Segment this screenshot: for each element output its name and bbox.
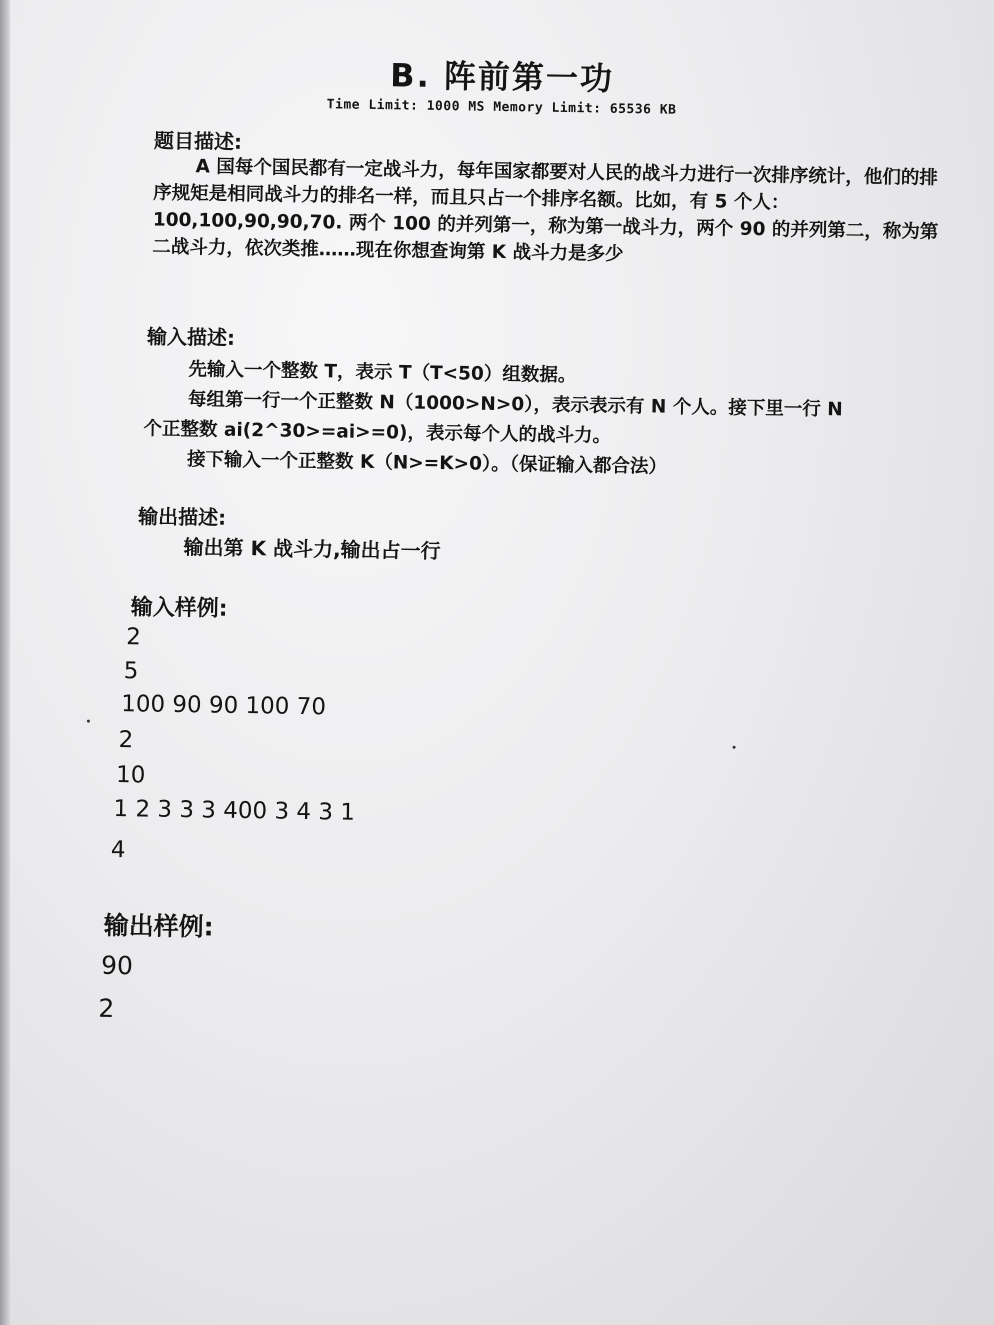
problem-limits: Time Limit: 1000 MS Memory Limit: 65536 KB: [326, 97, 677, 118]
output-heading: 输出描述:: [137, 504, 227, 530]
output-line: 输出第 K 战斗力,输出占一行: [183, 535, 441, 564]
input-line-1: 先输入一个整数 T，表示 T（T<50）组数据。: [188, 359, 577, 387]
description-text: A 国每个国民都有一定战斗力，每年国家都要对人民的战斗力进行一次排序统计，他们的排序规矩是相同战斗力的排名一样，而且只占一个排序名额。比如，有 5 个人：100,100,90,90,70. 两个 100 的并列第一，称为第一战斗力，两个 90 的并列第二，称为第二战斗力，依次类推……现在你想查询第 K 战斗力是多少: [152, 156, 939, 265]
paper-speck: [87, 720, 90, 723]
sample-input-line-3: 100 90 90 100 70: [120, 691, 327, 721]
sample-input-line-6: 1 2 3 3 3 400 3 4 3 1: [113, 795, 356, 826]
sample-input-line-4: 2: [118, 727, 134, 754]
input-line-2: 每组第一行一个正整数 N（1000>N>0），表示表示有 N 个人。接下里一行 N: [187, 389, 843, 421]
sample-input-line-1: 2: [126, 624, 142, 651]
input-heading: 输入描述:: [146, 324, 236, 350]
paper-speck: [733, 746, 736, 749]
sample-output-line-2: 2: [98, 993, 115, 1024]
problem-title: B. 阵前第一功: [389, 56, 615, 98]
sample-output-heading: 输出样例:: [103, 910, 214, 942]
input-line-4: 接下输入一个正整数 K（N>=K>0）。（保证输入都合法）: [186, 449, 668, 478]
sample-input-line-7: 4: [110, 836, 126, 864]
sample-input-heading: 输入样例:: [130, 595, 228, 622]
description-heading: 题目描述:: [153, 128, 243, 154]
sample-input-line-5: 10: [115, 762, 146, 789]
input-line-3: 个正整数 ai(2^30>=ai>=0)，表示每个人的战斗力。: [143, 418, 612, 447]
sample-output-line-1: 90: [100, 950, 134, 981]
sample-input-line-2: 5: [123, 658, 139, 685]
